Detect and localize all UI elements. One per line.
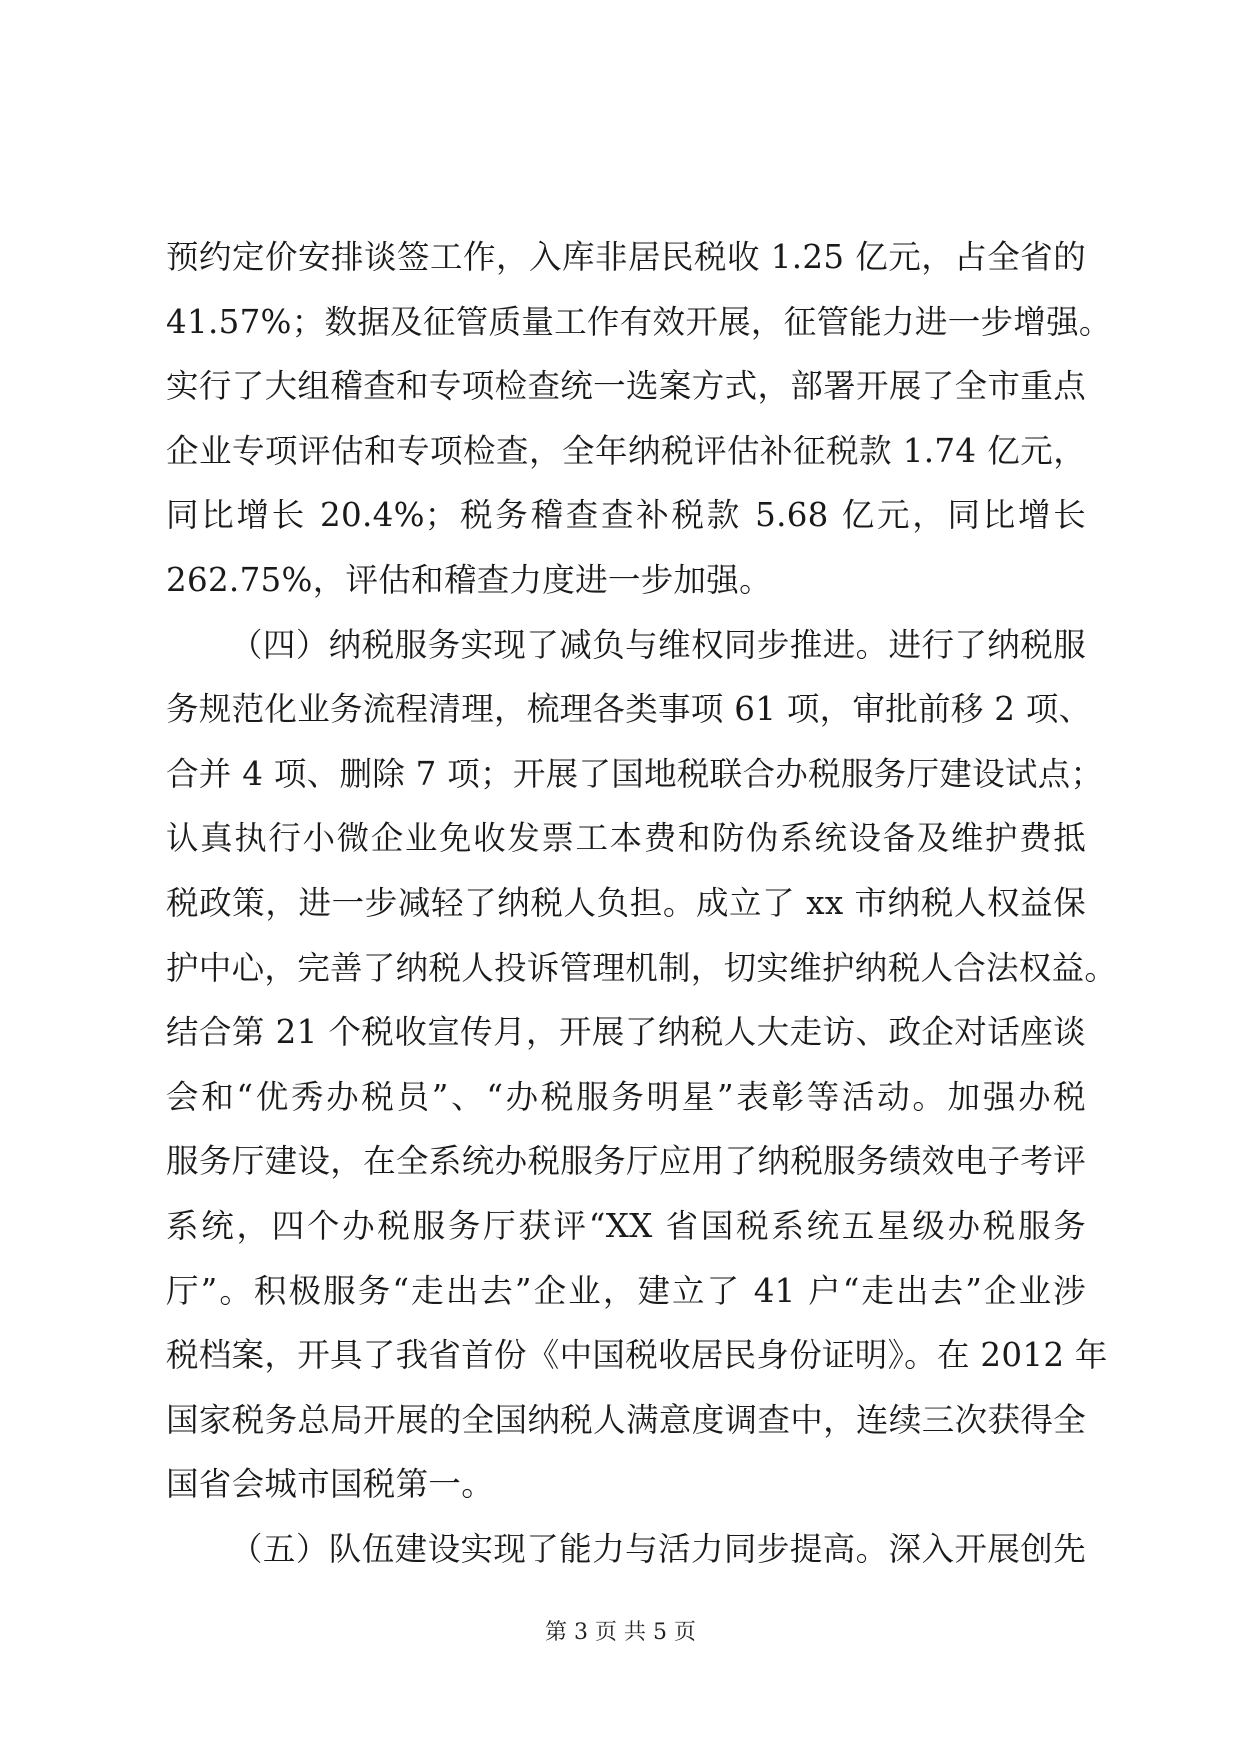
text-line: 41.57%；数据及征管质量工作有效开展，征管能力进一步增强。 xyxy=(166,302,1112,341)
page-number-label: 第 3 页 共 5 页 xyxy=(545,1620,696,1645)
text-line: 同比增长 20.4%；税务稽查查补税款 5.68 亿元，同比增长 xyxy=(166,496,1086,535)
text-line: 会和“优秀办税员”、“办税服务明星”表彰等活动。加强办税 xyxy=(166,1077,1086,1116)
text-line: 护中心，完善了纳税人投诉管理机制，切实维护纳税人合法权益。 xyxy=(166,948,1118,987)
text-line: 262.75%，评估和稽查力度进一步加强。 xyxy=(166,560,772,599)
text-line: 国家税务总局开展的全国纳税人满意度调查中，连续三次获得全 xyxy=(166,1400,1086,1439)
text-line: 税档案，开具了我省首份《中国税收居民身份证明》。在 2012 年 xyxy=(166,1336,1108,1375)
text-line: 企业专项评估和专项检查，全年纳税评估补征税款 1.74 亿元， xyxy=(166,431,1086,470)
page-footer xyxy=(0,1618,1241,1648)
text-line: 实行了大组稽查和专项检查统一选案方式，部署开展了全市重点 xyxy=(166,367,1086,406)
section-heading-line: （五）队伍建设实现了能力与活力同步提高。深入开展创先 xyxy=(230,1529,1086,1568)
text-line: 预约定价安排谈签工作，入库非居民税收 1.25 亿元，占全省的 xyxy=(166,238,1086,276)
text-line: 认真执行小微企业免收发票工本费和防伪系统设备及维护费抵 xyxy=(166,819,1086,858)
text-line: 税政策，进一步减轻了纳税人负担。成立了 xx 市纳税人权益保 xyxy=(166,883,1086,922)
text-line: 合并 4 项、删除 7 项；开展了国地税联合办税服务厅建设试点； xyxy=(166,754,1104,793)
text-line: 系统，四个办税服务厅获评“XX 省国税系统五星级办税服务 xyxy=(166,1206,1086,1245)
document-body xyxy=(166,225,1118,1581)
text-line: 结合第 21 个税收宣传月，开展了纳税人大走访、政企对话座谈 xyxy=(166,1013,1086,1052)
text-line: 务规范化业务流程清理，梳理各类事项 61 项，审批前移 2 项、 xyxy=(166,690,1092,729)
section-heading-line: （四）纳税服务实现了减负与维权同步推进。进行了纳税服 xyxy=(230,625,1086,664)
text-line: 国省会城市国税第一。 xyxy=(166,1465,495,1504)
text-line: 服务厅建设，在全系统办税服务厅应用了纳税服务绩效电子考评 xyxy=(166,1142,1086,1181)
text-line: 厅”。积极服务“走出去”企业，建立了 41 户“走出去”企业涉 xyxy=(166,1271,1086,1310)
